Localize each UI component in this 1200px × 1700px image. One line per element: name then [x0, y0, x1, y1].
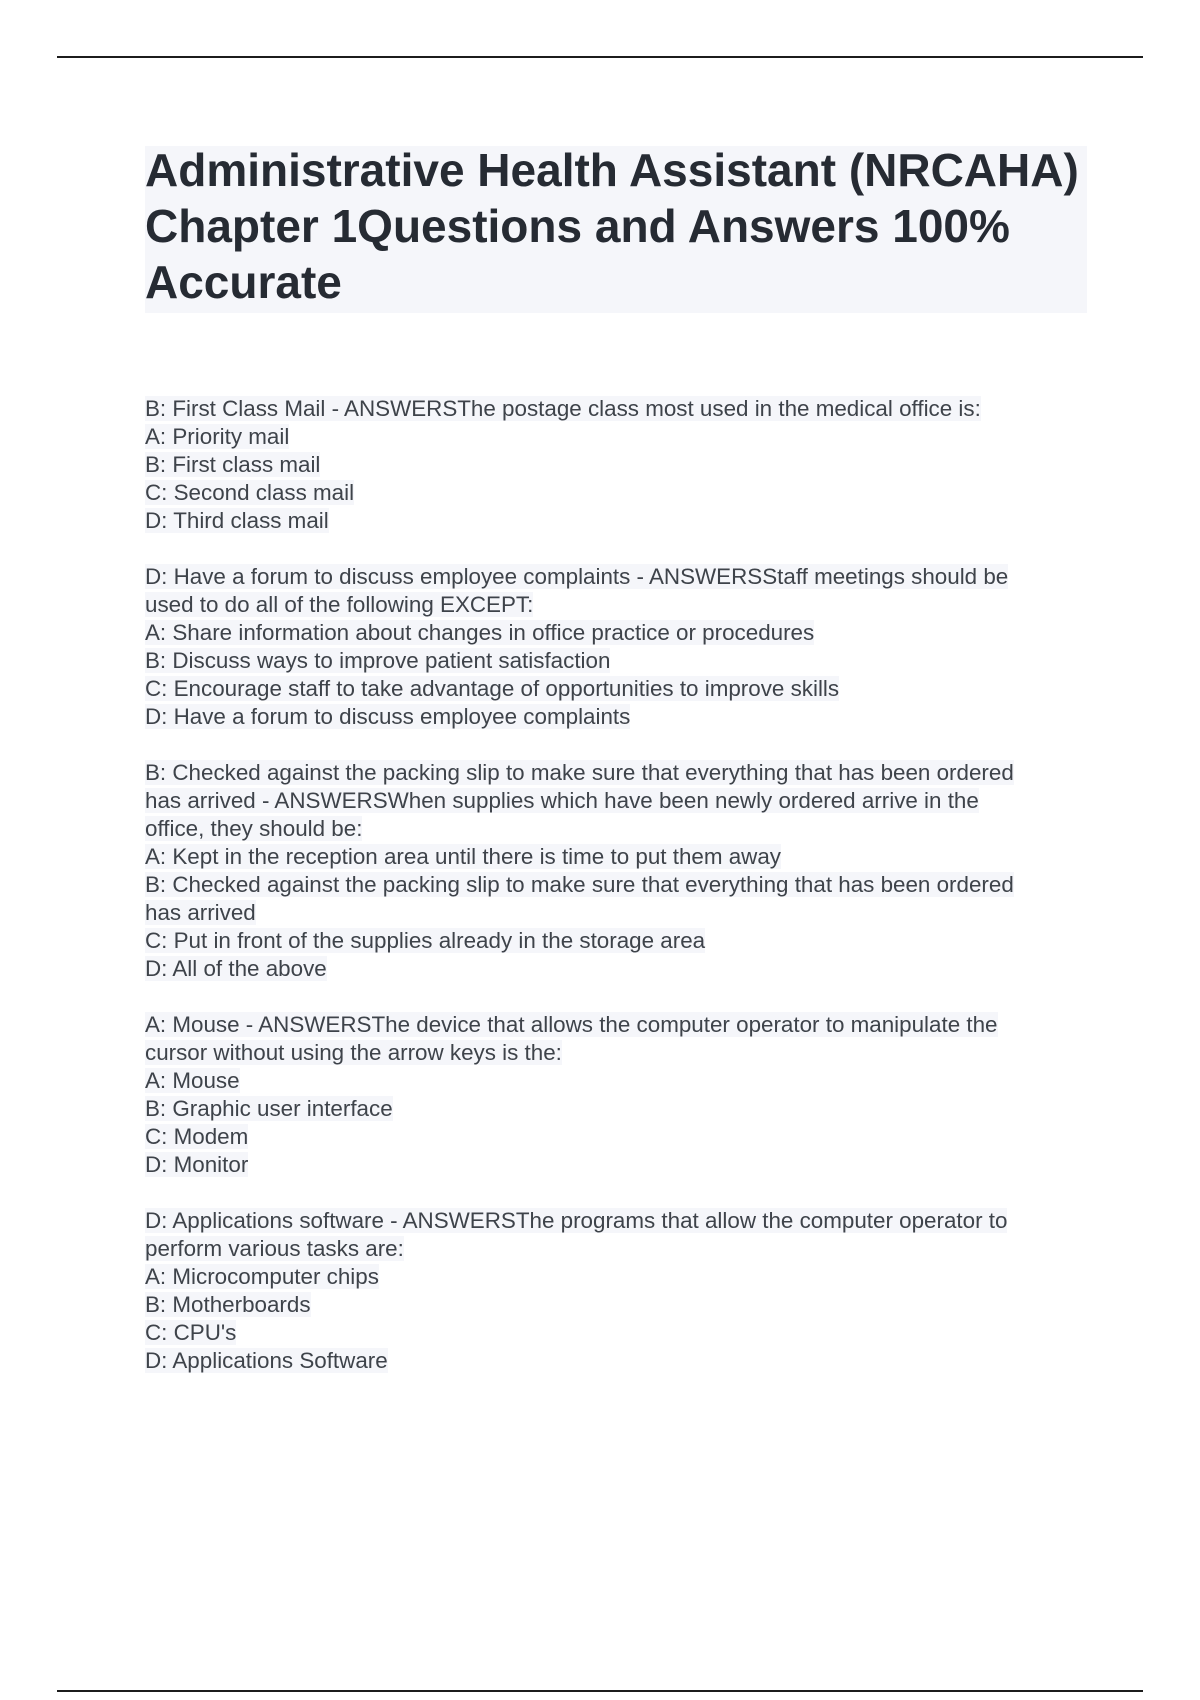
- option-line: D: Applications Software: [145, 1348, 388, 1373]
- question-continuation-line: has arrived - ANSWERSWhen supplies which have been newly ordered arrive in the: [145, 788, 979, 813]
- bottom-divider: [57, 1690, 1143, 1692]
- option-continuation-line: has arrived: [145, 900, 256, 925]
- option-line: D: Have a forum to discuss employee complaints: [145, 704, 631, 729]
- option-line: A: Share information about changes in office practice or procedures: [145, 620, 815, 645]
- option-line: A: Priority mail: [145, 424, 290, 449]
- option-line: C: Put in front of the supplies already in the storage area: [145, 928, 706, 953]
- answer-question-line: D: Applications software - ANSWERSThe programs that allow the computer operator to: [145, 1208, 1008, 1233]
- option-line: B: Motherboards: [145, 1292, 311, 1317]
- option-line: B: Graphic user interface: [145, 1096, 393, 1121]
- top-divider: [57, 56, 1143, 58]
- answer-question-line: B: First Class Mail - ANSWERSThe postage class most used in the medical office is:: [145, 396, 981, 421]
- option-line: A: Kept in the reception area until there is time to put them away: [145, 844, 781, 869]
- qa-content: [145, 395, 1085, 1403]
- option-line: D: All of the above: [145, 956, 327, 981]
- option-line: B: First class mail: [145, 452, 321, 477]
- answer-question-line: B: Checked against the packing slip to make sure that everything that has been ordered: [145, 760, 1014, 785]
- qa-block: [145, 1207, 1085, 1375]
- document-title: Administrative Health Assistant (NRCAHA) Chapter 1Questions and Answers 100% Accurate: [145, 144, 1079, 308]
- qa-block: [145, 395, 1085, 535]
- option-line: A: Mouse: [145, 1068, 240, 1093]
- option-line: C: Second class mail: [145, 480, 355, 505]
- option-line: C: Encourage staff to take advantage of opportunities to improve skills: [145, 676, 840, 701]
- question-continuation-line: office, they should be:: [145, 816, 363, 841]
- option-line: C: CPU's: [145, 1320, 237, 1345]
- option-line: A: Microcomputer chips: [145, 1264, 379, 1289]
- question-continuation-line: used to do all of the following EXCEPT:: [145, 592, 534, 617]
- answer-question-line: A: Mouse - ANSWERSThe device that allows the computer operator to manipulate the: [145, 1012, 998, 1037]
- option-line: B: Checked against the packing slip to make sure that everything that has been ordered: [145, 872, 1014, 897]
- option-line: D: Monitor: [145, 1152, 249, 1177]
- question-continuation-line: cursor without using the arrow keys is the:: [145, 1040, 562, 1065]
- qa-block: [145, 1011, 1085, 1179]
- option-line: B: Discuss ways to improve patient satisfaction: [145, 648, 611, 673]
- question-continuation-line: perform various tasks are:: [145, 1236, 404, 1261]
- option-line: D: Third class mail: [145, 508, 329, 533]
- option-line: C: Modem: [145, 1124, 249, 1149]
- qa-block: [145, 563, 1085, 731]
- qa-block: [145, 759, 1085, 983]
- answer-question-line: D: Have a forum to discuss employee complaints - ANSWERSStaff meetings should be: [145, 564, 1009, 589]
